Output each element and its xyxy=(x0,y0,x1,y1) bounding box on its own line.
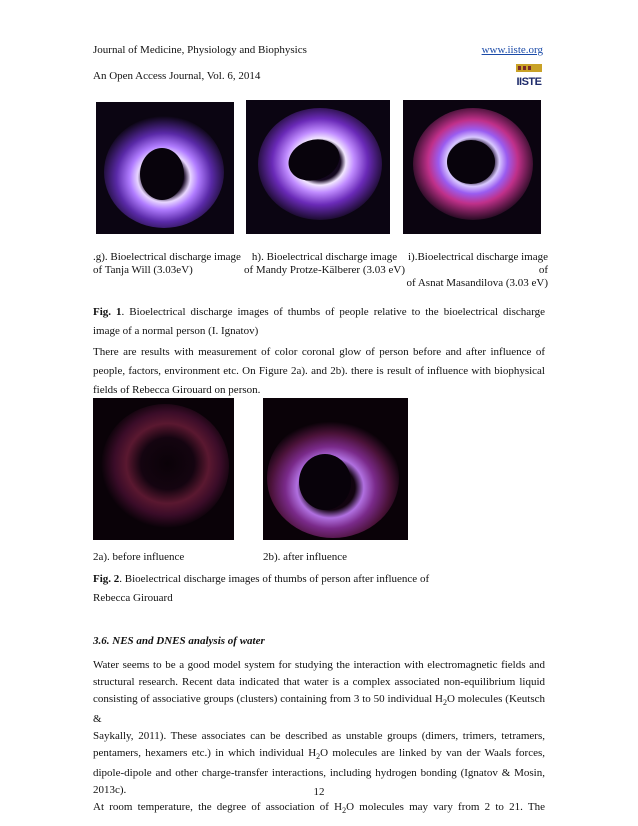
figure2-caption xyxy=(93,570,545,608)
caption-line: i).Bioelectrical discharge image of xyxy=(408,251,548,276)
iiste-logo xyxy=(516,64,542,88)
body-line: dipole-dipole and other charge-transfer interactions, including hydrogen bonding (Ignatov & Mosin, 2013c). xyxy=(93,767,545,797)
body-line: consisting of associative groups (clusters) containing from 3 to 50 individual $H_2O$ molecules (Keutsch & xyxy=(93,693,545,726)
body-line: pentamers, hexamers etc.) in which individual $H_2O$ molecules are linked by van der Waals forces, xyxy=(93,747,546,762)
body-line: At room temperature, the degree of association of $H_2O$ molecules may vary from 2 to 21. The xyxy=(93,801,545,816)
figure2-caption-line: Rebecca Girouard xyxy=(93,592,173,604)
section-heading: 3.6. NES and DNES analysis of water xyxy=(93,635,265,647)
journal-title: Journal of Medicine, Physiology and Biophysics xyxy=(93,44,307,56)
figure2-caption-line: . Bioelectrical discharge images of thumbs of person after influence of xyxy=(119,573,430,585)
journal-subtitle: An Open Access Journal, Vol. 6, 2014 xyxy=(93,70,261,82)
discharge-image-after-influence xyxy=(263,398,408,540)
discharge-image-tanja-will xyxy=(96,102,234,234)
caption-line: h). Bioelectrical discharge image xyxy=(251,251,398,263)
figure1-caption xyxy=(93,303,545,341)
caption-line: of Mandy Protze-Kälberer (3.03 eV) xyxy=(244,264,405,276)
discharge-image-mandy-protze xyxy=(246,100,390,234)
journal-url-link[interactable]: www.iiste.org xyxy=(481,44,543,56)
figure1-caption-text: . Bioelectrical discharge images of thumbs of people relative to the bioelectrical discharge image of a normal person (I. Ignatov) xyxy=(93,306,545,337)
caption-line: of Asnat Masandilova (3.03 eV) xyxy=(406,277,548,289)
body-line: Water seems to be a good model system for studying the interaction with electromagnetic fields and xyxy=(93,659,545,671)
discharge-image-asnat-masandilova xyxy=(403,100,541,234)
figure2-label: Fig. 2 xyxy=(93,573,120,585)
discharge-image-before-influence xyxy=(93,398,234,540)
figure1-caption-g xyxy=(93,251,243,277)
figure2-caption-a: 2a). before influence xyxy=(93,551,185,563)
figure2-caption-b: 2b). after influence xyxy=(263,551,347,563)
figure1-caption-i xyxy=(398,251,548,290)
figure1-caption-h xyxy=(242,251,407,277)
paragraph-color-coronal-glow: There are results with measurement of color coronal glow of person before and after influence of people, factors, environment etc. On Figure 2a). and 2b). there is result of influence with biophysical fields of Rebecca Girouard on person. xyxy=(93,346,545,396)
caption-line: .g). Bioelectrical discharge image xyxy=(93,251,241,263)
caption-line: of Tanja Will (3.03eV) xyxy=(93,264,193,276)
svg-text:IISTE: IISTE xyxy=(516,76,542,88)
page-number: 12 xyxy=(313,786,325,798)
figure1-label: Fig. 1 xyxy=(93,306,122,318)
body-line: structural research. Recent data indicated that water is a complex associated non-equilibrium liquid xyxy=(93,676,545,688)
body-line: Saykally, 2011). These associates can be described as unstable groups (dimers, trimers, tetramers, xyxy=(93,730,545,743)
